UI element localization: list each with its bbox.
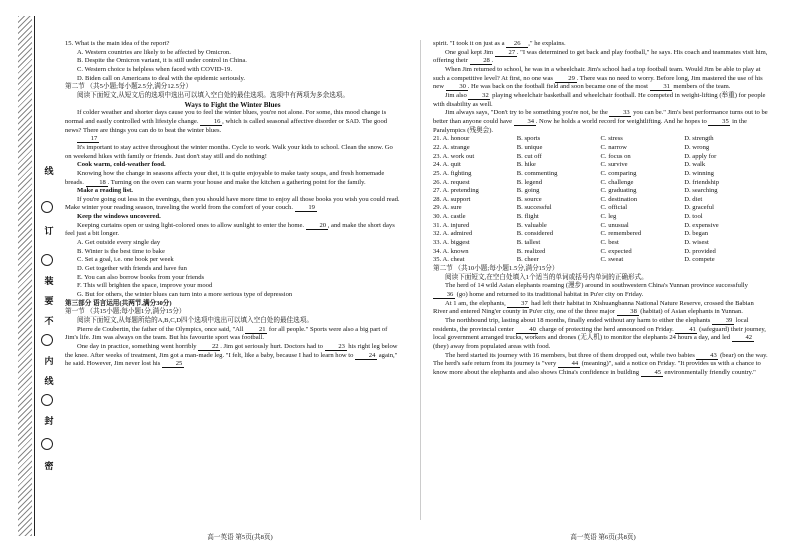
question-15-stem: 15. What is the main idea of the report? [65, 40, 170, 47]
passage-paragraph: It's important to stay active throughout the winter months. Cycle to work. Walk your kids to school. Clean the snow. Go on weekend hikes with family or friends. Just don't stay still and do nothing! [65, 143, 393, 160]
passage-paragraph: When Jim returned to school, he was in a wheelchair. Jim's school had a top football team. Would Jim be able to play at such a competitive level? At first, no one was 29 . There was no need to worry. Before long, Jim mastered the use of his new 30 . He was back on the football field and soon became one of the most 31 members of the team. [433, 65, 763, 91]
binding-line [34, 16, 35, 536]
left-column [65, 40, 400, 369]
q15-option-c: C. Western choice is helpless when faced with COVID-19. [77, 65, 232, 73]
passage-paragraph: Knowing how the change in seasons affects your diet, it is quite enjoyable to make tasty soups, and fresh homemade breads. 18 . Turning on the oven can warm your house and make the kitchen a gathering point for the family. [65, 169, 385, 186]
blank-19[interactable]: 19 [295, 204, 317, 212]
passage-paragraph: If colder weather and shorter days cause you to feel the winter blues, you're not alone. For some, this mood change is normal and easily controlled with lifestyle change. 16 , which is called seasonal affective disorder or SAD. The good news? There are things you can do to beat the winter blues. [65, 109, 388, 134]
section-2-instructions: 阅读下面短文,在空白处填入1个适当的单词或括号内单词的正确形式。 [445, 273, 648, 281]
option-row: 24. A. quit B. hike C. survive D. walk [433, 161, 706, 169]
q15-option-a: A. Western countries are likely to be affected by Omicron. [77, 48, 231, 56]
passage-subheading: Make a reading list. [77, 187, 133, 195]
binding-word: 内 [44, 356, 54, 366]
blank-16[interactable]: 16 [200, 118, 222, 126]
option-row: 30. A. castle B. flight C. leg D. tool [433, 213, 703, 221]
option-c: C. Set a goal, i.e. one book per week [77, 256, 174, 264]
option-row: 32. A. admired B. considered C. remembered D. began [433, 230, 709, 238]
binding-circle [41, 394, 53, 406]
passage-subheading: Keep the windows uncovered. [77, 213, 161, 221]
passage-paragraph: The herd of 14 wild Asian elephants roaming (漫步) around in southwestern China's Yunnan province successfully 36 (go) home and returned to its traditional habitat in Pu'er city on Friday. [433, 282, 768, 299]
part-3-instructions: 阅读下面短文,从每题所给的A,B,C,D四个选项中选出可以填入空白处的最佳选项。 [77, 317, 313, 324]
option-row: 25. A. fighting B. commenting C. comparing D. winning [433, 169, 714, 177]
binding-circle [41, 201, 53, 213]
q15-option-b: B. Despite the Omicron variant, it is still under control in China. [77, 57, 247, 65]
option-g: G. But for others, the winter blues can turn into a more serious type of depression [77, 291, 293, 299]
binding-word: 要 [44, 296, 54, 306]
blank-40[interactable]: 40 [516, 326, 538, 334]
blank-17[interactable]: 17 [77, 135, 99, 143]
binding-word: 线 [44, 166, 54, 176]
blank-45[interactable]: 45 [641, 369, 663, 377]
blank-39[interactable]: 39 [712, 317, 734, 325]
passage-paragraph: Jim always says, "Don't try to be something you're not, be the 33 you can be." Jim's best performance turns out to be better than anyone could have 34 . Now he holds a world record for weightlifting. And he hopes to 35 in the Paralympics (残奥会). [433, 109, 768, 134]
blank-28[interactable]: 28 [470, 57, 492, 65]
passage-subheading: Cook warm, cold-weather food. [77, 161, 166, 169]
part-3-header: 第三部分 语言运用(共两节,满分30分) [65, 299, 172, 307]
page-footer-right: 高一英语 第6页(共8页) [570, 534, 636, 541]
option-e: E. You can also borrow books from your friends [77, 273, 205, 281]
binding-hatch [18, 16, 32, 536]
section-2-header: 第二节 （共5小题;每小题2.5分,满分12.5分） [65, 83, 193, 91]
right-column [433, 40, 768, 378]
blank-32[interactable]: 32 [468, 92, 490, 100]
binding-word: 线 [44, 376, 54, 386]
blank-44[interactable]: 44 [558, 360, 580, 368]
option-row: 23. A. work out B. cut off C. focus on D. apply for [433, 152, 717, 160]
blank-31[interactable]: 31 [650, 83, 672, 91]
option-row: 21. A. honour B. sports C. stress D. strength [433, 135, 714, 143]
passage-title: Ways to Fight the Winter Blues [184, 100, 281, 109]
blank-36[interactable]: 36 [433, 291, 455, 299]
passage-paragraph: Keeping curtains open or using light-colored ones to allow sunlight to enter the home. 20 , and make the short days feel just a bit longer. [65, 221, 395, 238]
option-row: 29. A. sure B. successful C. official D. graceful [433, 204, 714, 212]
page-footer-left: 高一英语 第5页(共8页) [207, 534, 273, 541]
option-row: 28. A. support B. source C. destination D. diet [433, 195, 703, 203]
option-a: A. Get outside every single day [77, 239, 161, 247]
passage-paragraph: If you're going out less in the evenings, then you should have more time to enjoy all those books you wish you could read. Make winter your reading season, traveling the world from the comfort of your couch. 19 [65, 195, 400, 212]
blank-18[interactable]: 18 [86, 179, 108, 187]
binding-strip [18, 16, 52, 536]
blank-20[interactable]: 20 [306, 222, 328, 230]
section-2-instructions: 阅读下面短文,从短文后的选项中选出可以填入空白处的最佳选项。选项中有两项为多余选项。 [77, 91, 349, 99]
blank-24[interactable]: 24 [355, 352, 377, 360]
passage-paragraph: One day in practice, something went horribly 22 . Jim got seriously hurt. Doctors had to 23 his right leg below the knee. After weeks of treatment, Jim got a man-made leg. "I felt, like a baby, because I had to learn how to 24 again," he said. However, Jim never lost his 25 [65, 342, 398, 368]
blank-23[interactable]: 23 [325, 343, 347, 351]
option-f: F. This will brighten the space, improve your mood [77, 282, 213, 290]
blank-25[interactable]: 25 [162, 360, 184, 368]
blank-33[interactable]: 33 [609, 109, 631, 117]
passage-paragraph: The herd started its journey with 16 members, but three of them dropped out, while two babies 43 (bear) on the way. The herd's safe return from its journey is "very 44 (meaning)", said a notice on Friday. "It provides us with a chance to know more about the elephants and also shows China's confidence in building 45 environmentally friendly country." [433, 351, 768, 376]
option-row: 31. A. injured B. valuable C. unusual D. expensive [433, 221, 719, 229]
passage-paragraph: spirit. "I took it on just as a 26 ," he explains. [433, 40, 566, 47]
blank-30[interactable]: 30 [446, 83, 468, 91]
option-row: 22. A. strange B. unique C. narrow D. wrong [433, 143, 710, 151]
option-row: 26. A. request B. legend C. challenge D. friendship [433, 178, 720, 186]
q15-option-d: D. Biden call on Americans to deal with the epidemic seriously. [77, 74, 246, 82]
binding-word: 装 [44, 276, 54, 286]
binding-circle [41, 334, 53, 346]
blank-29[interactable]: 29 [555, 75, 577, 83]
blank-41[interactable]: 41 [675, 326, 697, 334]
blank-37[interactable]: 37 [507, 300, 529, 308]
blank-43[interactable]: 43 [696, 352, 718, 360]
option-row: 35. A. cheat B. cheer C. sweat D. compete [433, 256, 715, 264]
blank-42[interactable]: 42 [732, 334, 754, 342]
passage-paragraph: One goal kept Jim 27 . "I was determined to get back and play football," he says. His coach and teammates visit him, offering their 28 . [433, 48, 768, 65]
option-row: 27. A. pretending B. going C. graduating D. searching [433, 187, 718, 195]
passage-paragraph: The northbound trip, lasting about 18 months, finally ended without any harm to either the elephants 39 local residents, the provincial center 40 charge of protecting the herd announced on Friday. 41 (safeguard) their journey, local government arranged trucks, workers and drones (无人机) to monitor the elephants 24 hours a day, and led 42 (they) away from populated areas with food. [433, 317, 766, 350]
option-d: D. Get together with friends and have fun [77, 265, 187, 273]
blank-38[interactable]: 38 [617, 308, 639, 316]
section-2-header: 第二节 （共10小题;每小题1.5分,满分15分） [433, 265, 559, 273]
part-3-section-1-header: 第一节 （共15小题;每小题1分,满分15分） [65, 308, 186, 316]
binding-word: 密 [44, 461, 54, 471]
binding-word: 订 [44, 226, 54, 236]
binding-word: 封 [44, 416, 54, 426]
blank-22[interactable]: 22 [198, 343, 220, 351]
passage-paragraph: Jim also 32 playing wheelchair basketball and wheelchair football. He competed in weight-lifting (举重) for people with disability as well. [433, 91, 766, 108]
blank-35[interactable]: 35 [708, 118, 730, 126]
option-b: B. Winter is the best time to bake [77, 247, 165, 255]
passage-paragraph: At 1 am, the elephants, 37 had left their habitat in Xishuangbanna National Nature Reserve, crossed the Babian River and entered Ning'er county in Pu'er city, one of the three major 38 (habitat) of Asian elephants in Yunnan. [433, 299, 754, 316]
binding-circle [41, 254, 53, 266]
blank-26[interactable]: 26 [506, 40, 528, 48]
column-divider [420, 40, 421, 520]
blank-34[interactable]: 34 [514, 118, 536, 126]
passage-paragraph: Pierre de Coubertin, the father of the Olympics, once said, "All 21 for all people." Sports were also a big part of Jim's life. Jim was always on the team. But his favourite sport was football. [65, 325, 388, 342]
option-row: 33. A. biggest B. tallest C. best D. wisest [433, 239, 709, 247]
binding-word: 不 [44, 316, 54, 326]
passage-paragraph [65, 135, 400, 144]
option-row: 34. A. known B. realized C. expected D. provided [433, 247, 716, 255]
options-table [433, 135, 768, 265]
blank-21[interactable]: 21 [245, 326, 267, 334]
binding-circle [41, 438, 53, 450]
blank-27[interactable]: 27 [495, 49, 517, 57]
